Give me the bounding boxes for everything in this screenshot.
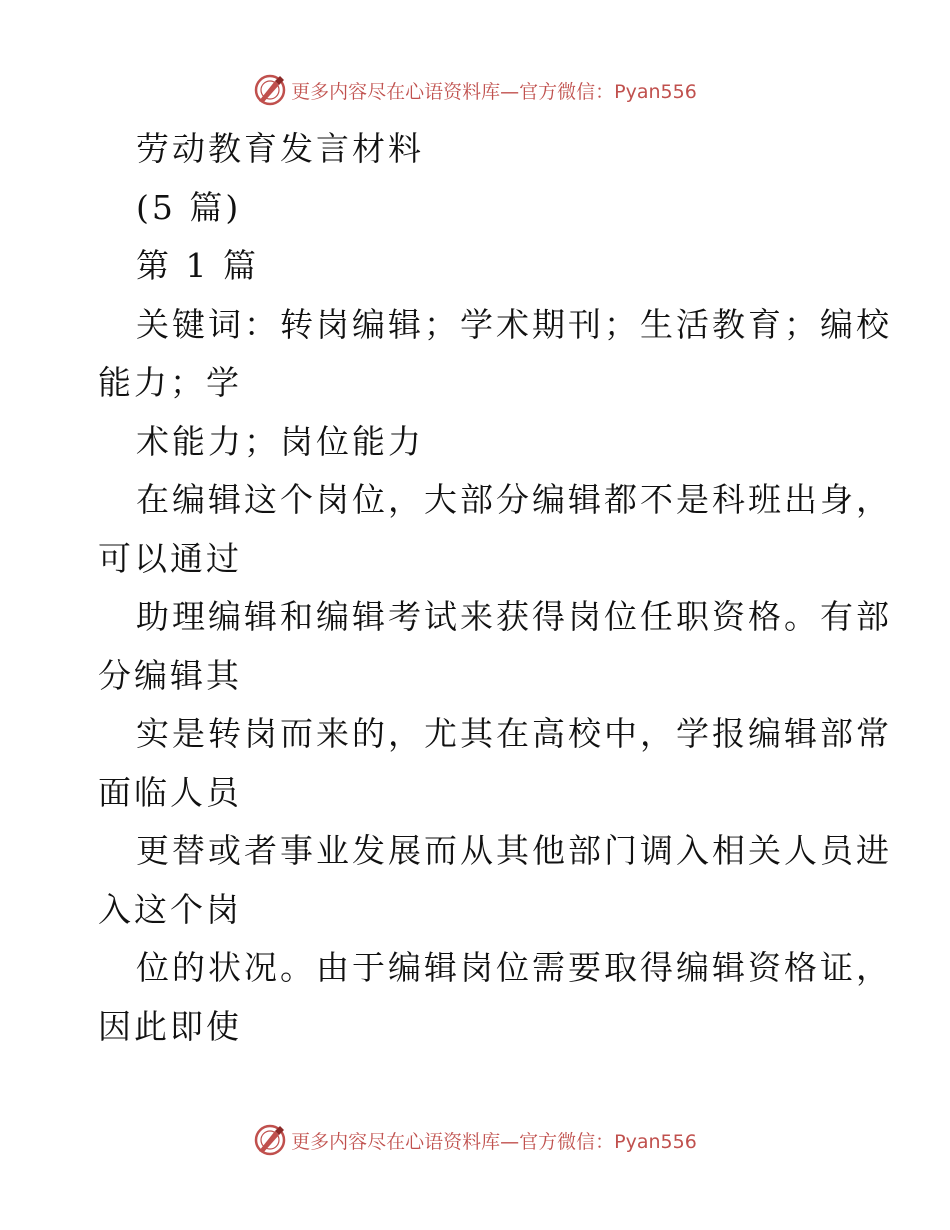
text-line: 因此即使 bbox=[98, 1006, 242, 1046]
text-line: 面临人员 bbox=[98, 772, 242, 812]
text-line: 更替或者事业发展而从其他部门调入相关人员进 bbox=[136, 831, 892, 870]
pen-logo-icon bbox=[253, 73, 287, 107]
footer-banner-text: 更多内容尽在心语资料库—官方微信：Pyan556 bbox=[291, 1130, 697, 1153]
document-title: 劳动教育发言材料 bbox=[136, 129, 424, 168]
text-line: 位的状况。由于编辑岗位需要取得编辑资格证， bbox=[136, 948, 892, 987]
text-line: 分编辑其 bbox=[98, 655, 242, 695]
text-line: 助理编辑和编辑考试来获得岗位任职资格。有部 bbox=[136, 597, 892, 636]
text-line: 入这个岗 bbox=[98, 889, 242, 929]
text-line: 能力；学 bbox=[98, 363, 242, 402]
text-line: 可以通过 bbox=[98, 538, 242, 578]
header-banner-text: 更多内容尽在心语资料库—官方微信：Pyan556 bbox=[291, 80, 697, 103]
text-line: 术能力；岗位能力 bbox=[136, 421, 424, 461]
text-line: 在编辑这个岗位，大部分编辑都不是科班出身， bbox=[136, 480, 892, 519]
pen-logo-icon bbox=[253, 1123, 287, 1157]
header-banner bbox=[0, 70, 950, 110]
text-line: 关键词：转岗编辑；学术期刊；生活教育；编校 bbox=[136, 304, 892, 344]
header-banner-inner bbox=[253, 73, 697, 107]
section-heading: 第 1 篇 bbox=[136, 246, 259, 285]
footer-banner-inner bbox=[253, 1123, 697, 1157]
text-line: 实是转岗而来的，尤其在高校中，学报编辑部常 bbox=[136, 714, 892, 753]
document-subtitle: (5 篇) bbox=[136, 187, 242, 227]
footer-banner bbox=[0, 1120, 950, 1160]
document-body bbox=[98, 120, 892, 1056]
